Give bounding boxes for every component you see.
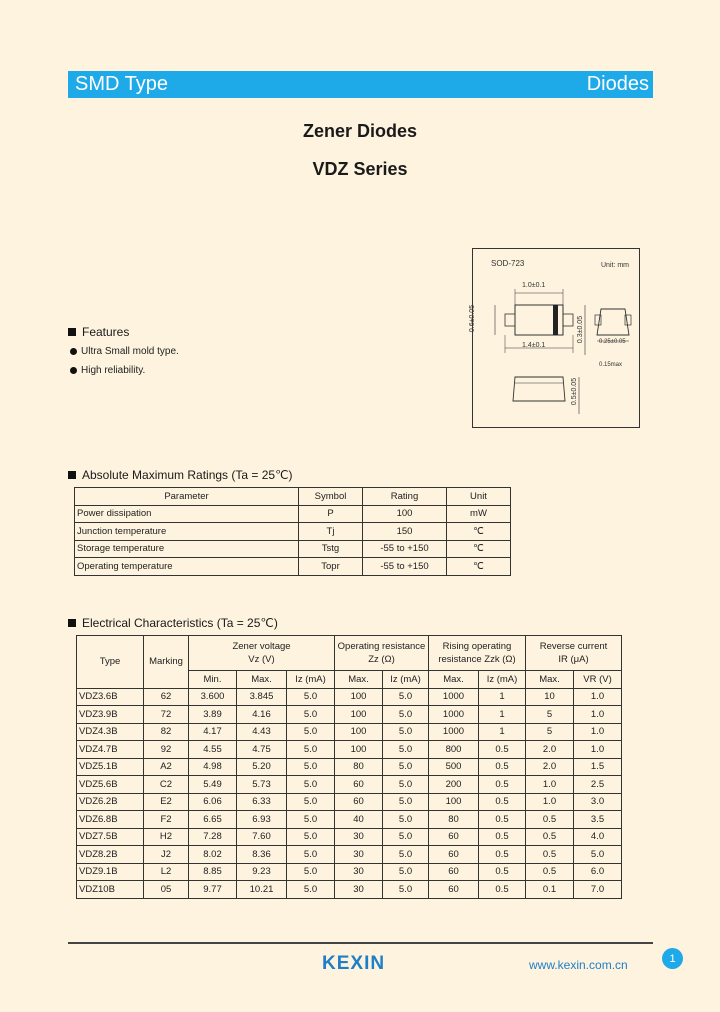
table-cell: 5.0 bbox=[383, 793, 429, 811]
table-cell: 3.89 bbox=[189, 706, 237, 724]
dimension-lower: 0.5±0.05 bbox=[571, 377, 579, 406]
header-bar bbox=[68, 71, 653, 98]
table-row bbox=[77, 688, 622, 706]
table-cell: 5.0 bbox=[287, 863, 335, 881]
table-row bbox=[75, 540, 511, 558]
column-header: Type bbox=[77, 636, 144, 689]
subcolumn-header: Min. bbox=[189, 671, 237, 689]
header-category: SMD Type bbox=[75, 73, 168, 95]
subcolumn-header: Max. bbox=[526, 671, 574, 689]
table-cell: VDZ3.9B bbox=[77, 706, 144, 724]
table-cell: VDZ4.7B bbox=[77, 741, 144, 759]
table-cell: 3.845 bbox=[237, 688, 287, 706]
table-cell: Power dissipation bbox=[75, 505, 299, 523]
column-header: Marking bbox=[144, 636, 189, 689]
package-name: SOD-723 bbox=[491, 259, 525, 268]
subcolumn-header: VR (V) bbox=[574, 671, 622, 689]
table-cell: 150 bbox=[363, 523, 447, 541]
amr-title: Absolute Maximum Ratings (Ta = 25℃) bbox=[82, 468, 293, 482]
table-cell: 5.0 bbox=[287, 811, 335, 829]
ec-title: Electrical Characteristics (Ta = 25℃) bbox=[82, 616, 278, 630]
table-cell: 0.5 bbox=[479, 863, 526, 881]
square-bullet-icon bbox=[68, 328, 76, 336]
table-cell: 40 bbox=[335, 811, 383, 829]
column-header-group bbox=[189, 636, 335, 671]
table-cell: 92 bbox=[144, 741, 189, 759]
table-cell: 1.0 bbox=[574, 723, 622, 741]
document-subtitle: VDZ Series bbox=[312, 159, 408, 179]
table-cell: VDZ6.8B bbox=[77, 811, 144, 829]
header-line: Reverse current bbox=[539, 641, 608, 652]
features-heading bbox=[68, 325, 129, 339]
dimension-left: 0.6±0.05 bbox=[469, 304, 477, 333]
table-row bbox=[77, 776, 622, 794]
table-cell: 0.5 bbox=[479, 741, 526, 759]
table-cell: 5.0 bbox=[574, 846, 622, 864]
table-cell: 3.600 bbox=[189, 688, 237, 706]
table-cell: 30 bbox=[335, 828, 383, 846]
table-cell: ℃ bbox=[447, 540, 511, 558]
table-cell: 5.20 bbox=[237, 758, 287, 776]
table-cell: VDZ7.5B bbox=[77, 828, 144, 846]
table-cell: 800 bbox=[429, 741, 479, 759]
table-cell: 100 bbox=[335, 706, 383, 724]
table-cell: 100 bbox=[363, 505, 447, 523]
table-cell: 5.0 bbox=[383, 706, 429, 724]
table-cell: 4.75 bbox=[237, 741, 287, 759]
footer-divider bbox=[68, 942, 653, 944]
header-line: Zener voltage bbox=[232, 641, 291, 652]
column-header: Symbol bbox=[299, 488, 363, 506]
table-cell: 100 bbox=[429, 793, 479, 811]
website-url: www.kexin.com.cn bbox=[529, 958, 628, 972]
table-cell: 2.0 bbox=[526, 758, 574, 776]
table-cell: VDZ4.3B bbox=[77, 723, 144, 741]
table-cell: VDZ3.6B bbox=[77, 688, 144, 706]
feature-item bbox=[70, 346, 179, 357]
table-cell: -55 to +150 bbox=[363, 540, 447, 558]
table-cell: 0.5 bbox=[479, 758, 526, 776]
table-cell: Storage temperature bbox=[75, 540, 299, 558]
table-header-row bbox=[75, 488, 511, 506]
table-cell: 1000 bbox=[429, 723, 479, 741]
table-cell: 05 bbox=[144, 881, 189, 899]
table-cell: 1.0 bbox=[526, 793, 574, 811]
table-cell: 7.0 bbox=[574, 881, 622, 899]
table-cell: 5 bbox=[526, 706, 574, 724]
dimension-top: 1.0±0.1 bbox=[522, 282, 546, 289]
table-cell: VDZ9.1B bbox=[77, 863, 144, 881]
table-row bbox=[77, 741, 622, 759]
table-cell: 5.0 bbox=[383, 846, 429, 864]
table-cell: 5.0 bbox=[383, 881, 429, 899]
absolute-max-ratings-table bbox=[74, 487, 511, 576]
table-cell: 80 bbox=[429, 811, 479, 829]
ec-heading bbox=[68, 616, 278, 630]
table-cell: 9.23 bbox=[237, 863, 287, 881]
table-row bbox=[77, 881, 622, 899]
table-cell: F2 bbox=[144, 811, 189, 829]
table-cell: L2 bbox=[144, 863, 189, 881]
header-line: Vz (V) bbox=[248, 654, 275, 665]
table-cell: 2.0 bbox=[526, 741, 574, 759]
table-cell: -55 to +150 bbox=[363, 558, 447, 576]
table-cell: 0.1 bbox=[526, 881, 574, 899]
table-cell: 30 bbox=[335, 846, 383, 864]
table-cell: 1.0 bbox=[574, 741, 622, 759]
table-cell: VDZ5.1B bbox=[77, 758, 144, 776]
table-cell: A2 bbox=[144, 758, 189, 776]
table-cell: 0.5 bbox=[526, 828, 574, 846]
table-cell: 60 bbox=[335, 776, 383, 794]
table-cell: 1 bbox=[479, 706, 526, 724]
header-line: Operating resistance bbox=[337, 641, 426, 652]
features-title: Features bbox=[82, 325, 130, 339]
subcolumn-header: Iz (mA) bbox=[287, 671, 335, 689]
table-row bbox=[77, 723, 622, 741]
table-cell: 10 bbox=[526, 688, 574, 706]
table-cell: 100 bbox=[335, 688, 383, 706]
table-cell: 1.0 bbox=[574, 706, 622, 724]
table-cell: C2 bbox=[144, 776, 189, 794]
table-cell: Tstg bbox=[299, 540, 363, 558]
table-cell: 5.49 bbox=[189, 776, 237, 794]
table-row bbox=[77, 846, 622, 864]
table-cell: 60 bbox=[335, 793, 383, 811]
header-line: Rising operating bbox=[442, 641, 512, 652]
feature-text: High reliability. bbox=[81, 365, 146, 376]
table-cell: ℃ bbox=[447, 523, 511, 541]
table-cell: 6.65 bbox=[189, 811, 237, 829]
table-cell: 5.0 bbox=[383, 688, 429, 706]
table-cell: mW bbox=[447, 505, 511, 523]
table-cell: 9.77 bbox=[189, 881, 237, 899]
table-cell: 8.85 bbox=[189, 863, 237, 881]
subcolumn-header: Max. bbox=[429, 671, 479, 689]
package-drawing bbox=[469, 248, 640, 428]
package-unit: Unit: mm bbox=[601, 262, 629, 269]
table-cell: Topr bbox=[299, 558, 363, 576]
table-cell: 4.16 bbox=[237, 706, 287, 724]
table-cell: 7.28 bbox=[189, 828, 237, 846]
table-cell: 0.5 bbox=[479, 793, 526, 811]
table-cell: H2 bbox=[144, 828, 189, 846]
table-cell: 1 bbox=[479, 688, 526, 706]
table-cell: 1.0 bbox=[526, 776, 574, 794]
feature-text: Ultra Small mold type. bbox=[81, 346, 179, 357]
table-row bbox=[77, 811, 622, 829]
table-cell: 5 bbox=[526, 723, 574, 741]
amr-heading bbox=[68, 468, 293, 482]
table-cell: 5.0 bbox=[287, 846, 335, 864]
table-cell: 30 bbox=[335, 863, 383, 881]
table-cell: Tj bbox=[299, 523, 363, 541]
table-cell: 5.0 bbox=[383, 758, 429, 776]
table-cell: 3.0 bbox=[574, 793, 622, 811]
table-cell: 0.5 bbox=[479, 811, 526, 829]
table-cell: 2.5 bbox=[574, 776, 622, 794]
ec-table-body bbox=[77, 688, 622, 898]
table-cell: 0.5 bbox=[479, 881, 526, 899]
table-cell: 60 bbox=[429, 881, 479, 899]
table-cell: E2 bbox=[144, 793, 189, 811]
table-cell: 100 bbox=[335, 741, 383, 759]
header-line: resistance Zzk (Ω) bbox=[438, 654, 516, 665]
table-cell: 5.0 bbox=[383, 811, 429, 829]
table-row bbox=[77, 863, 622, 881]
table-row bbox=[77, 758, 622, 776]
feature-item bbox=[70, 365, 145, 376]
table-cell: 6.0 bbox=[574, 863, 622, 881]
table-cell: 200 bbox=[429, 776, 479, 794]
table-cell: 30 bbox=[335, 881, 383, 899]
square-bullet-icon bbox=[68, 619, 76, 627]
column-header-group bbox=[429, 636, 526, 671]
table-cell: 3.5 bbox=[574, 811, 622, 829]
table-cell: 6.06 bbox=[189, 793, 237, 811]
dimension-side2: 0.15max bbox=[599, 362, 623, 368]
subcolumn-header: Max. bbox=[237, 671, 287, 689]
header-line: IR (μA) bbox=[558, 654, 589, 665]
header-line: Zz (Ω) bbox=[368, 654, 395, 665]
table-cell: 5.0 bbox=[383, 741, 429, 759]
column-header-group bbox=[526, 636, 622, 671]
table-cell: VDZ10B bbox=[77, 881, 144, 899]
table-cell: 6.93 bbox=[237, 811, 287, 829]
table-row bbox=[75, 523, 511, 541]
column-header: Parameter bbox=[75, 488, 299, 506]
table-cell: VDZ5.6B bbox=[77, 776, 144, 794]
table-cell: 60 bbox=[429, 863, 479, 881]
table-cell: 0.5 bbox=[526, 863, 574, 881]
header-product: Diodes bbox=[586, 73, 649, 95]
table-cell: P bbox=[299, 505, 363, 523]
table-cell: 500 bbox=[429, 758, 479, 776]
table-cell: 10.21 bbox=[237, 881, 287, 899]
table-cell: 5.0 bbox=[287, 828, 335, 846]
table-cell: 0.5 bbox=[479, 846, 526, 864]
electrical-characteristics-table bbox=[76, 635, 622, 899]
table-cell: 1 bbox=[479, 723, 526, 741]
table-cell: 60 bbox=[429, 828, 479, 846]
table-cell: 5.0 bbox=[287, 793, 335, 811]
table-row bbox=[77, 793, 622, 811]
table-cell: 60 bbox=[429, 846, 479, 864]
table-cell: 1000 bbox=[429, 706, 479, 724]
table-cell: 4.0 bbox=[574, 828, 622, 846]
table-cell: Operating temperature bbox=[75, 558, 299, 576]
table-cell: 5.0 bbox=[287, 758, 335, 776]
table-cell: 72 bbox=[144, 706, 189, 724]
dimension-side1: 0.25±0.05 bbox=[599, 339, 626, 345]
table-cell: 0.5 bbox=[479, 828, 526, 846]
table-cell: 4.17 bbox=[189, 723, 237, 741]
column-header: Unit bbox=[447, 488, 511, 506]
table-cell: 5.0 bbox=[383, 863, 429, 881]
table-cell: 5.0 bbox=[383, 723, 429, 741]
table-cell: 5.73 bbox=[237, 776, 287, 794]
table-cell: 0.5 bbox=[479, 776, 526, 794]
kexin-logo: KEXIN bbox=[322, 953, 386, 974]
table-cell: 62 bbox=[144, 688, 189, 706]
subcolumn-header: Iz (mA) bbox=[479, 671, 526, 689]
page-number-badge: 1 bbox=[662, 948, 683, 969]
table-cell: 4.98 bbox=[189, 758, 237, 776]
column-header-group bbox=[335, 636, 429, 671]
table-cell: 5.0 bbox=[287, 706, 335, 724]
dimension-bottom: 1.4±0.1 bbox=[522, 342, 546, 349]
table-header-row bbox=[77, 636, 622, 671]
dimension-right: 0.3±0.05 bbox=[577, 315, 585, 344]
table-cell: VDZ8.2B bbox=[77, 846, 144, 864]
table-cell: 1000 bbox=[429, 688, 479, 706]
table-cell: 4.55 bbox=[189, 741, 237, 759]
bullet-dot-icon bbox=[70, 367, 77, 374]
table-cell: 5.0 bbox=[287, 723, 335, 741]
table-cell: 4.43 bbox=[237, 723, 287, 741]
table-cell: Junction temperature bbox=[75, 523, 299, 541]
table-row bbox=[77, 828, 622, 846]
document-title: Zener Diodes bbox=[302, 121, 418, 141]
table-cell: 7.60 bbox=[237, 828, 287, 846]
table-cell: J2 bbox=[144, 846, 189, 864]
bullet-dot-icon bbox=[70, 348, 77, 355]
table-row bbox=[75, 558, 511, 576]
table-cell: 1.0 bbox=[574, 688, 622, 706]
table-cell: 100 bbox=[335, 723, 383, 741]
table-cell: 0.5 bbox=[526, 811, 574, 829]
subcolumn-header: Iz (mA) bbox=[383, 671, 429, 689]
table-cell: 82 bbox=[144, 723, 189, 741]
table-cell: 5.0 bbox=[383, 776, 429, 794]
table-cell: 5.0 bbox=[287, 688, 335, 706]
table-cell: 5.0 bbox=[287, 776, 335, 794]
table-cell: 8.02 bbox=[189, 846, 237, 864]
table-cell: 5.0 bbox=[287, 741, 335, 759]
table-cell: VDZ6.2B bbox=[77, 793, 144, 811]
table-cell: 0.5 bbox=[526, 846, 574, 864]
table-cell: 1.5 bbox=[574, 758, 622, 776]
table-cell: 8.36 bbox=[237, 846, 287, 864]
square-bullet-icon bbox=[68, 471, 76, 479]
table-cell: 6.33 bbox=[237, 793, 287, 811]
table-cell: ℃ bbox=[447, 558, 511, 576]
subcolumn-header: Max. bbox=[335, 671, 383, 689]
table-cell: 80 bbox=[335, 758, 383, 776]
table-cell: 5.0 bbox=[383, 828, 429, 846]
table-row bbox=[75, 505, 511, 523]
table-row bbox=[77, 706, 622, 724]
column-header: Rating bbox=[363, 488, 447, 506]
table-cell: 5.0 bbox=[287, 881, 335, 899]
